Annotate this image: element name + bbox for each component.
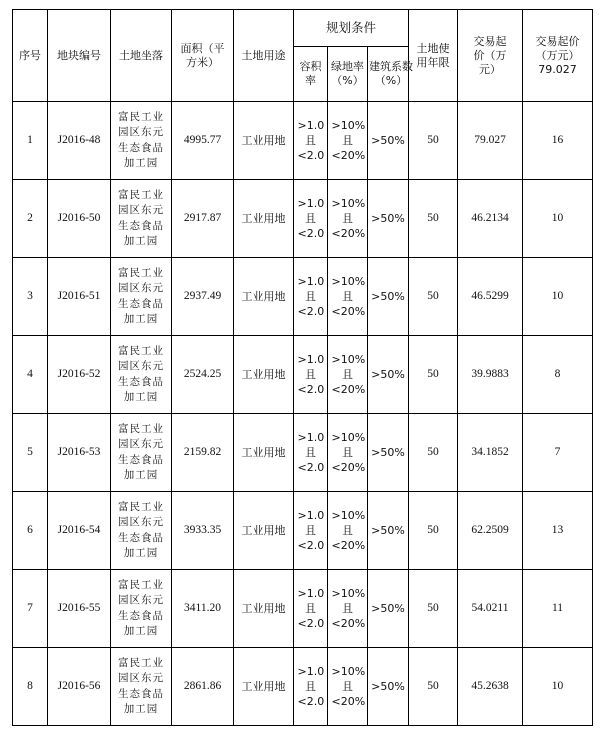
- cell-usage: 工业用地: [234, 648, 294, 726]
- cell-far-text: >1.0且<2.0: [297, 353, 325, 396]
- cell-area: 2861.86: [172, 648, 234, 726]
- cell-coverage: >50%: [368, 336, 409, 414]
- cell-green: [328, 336, 368, 414]
- cell-extra: 16: [523, 102, 593, 180]
- cell-extra: 10: [523, 258, 593, 336]
- cell-start-price: 39.9883: [458, 336, 523, 414]
- cell-usage: 工业用地: [234, 414, 294, 492]
- cell-location: [111, 570, 172, 648]
- cell-far-text: >1.0且<2.0: [297, 197, 325, 240]
- cell-start-price: 45.2638: [458, 648, 523, 726]
- cell-far: [294, 258, 328, 336]
- cell-green-text: >10%且<20%: [331, 197, 366, 240]
- cell-location-text: 富民工业园区东元生态食品加工园: [118, 422, 164, 481]
- cell-coverage: >50%: [368, 492, 409, 570]
- header-extra-text: 交易起价（万元）79.027: [535, 34, 580, 76]
- cell-far-text: >1.0且<2.0: [297, 587, 325, 630]
- cell-term: 50: [409, 414, 458, 492]
- cell-term: 50: [409, 492, 458, 570]
- cell-green: [328, 180, 368, 258]
- cell-green: [328, 648, 368, 726]
- cell-far-text: >1.0且<2.0: [297, 509, 325, 552]
- cell-coverage: >50%: [368, 258, 409, 336]
- cell-coverage: >50%: [368, 180, 409, 258]
- cell-green: [328, 102, 368, 180]
- cell-extra: 13: [523, 492, 593, 570]
- cell-usage: 工业用地: [234, 570, 294, 648]
- cell-seq: 5: [13, 414, 48, 492]
- header-term-text: 土地使用年限: [416, 41, 450, 69]
- cell-term: 50: [409, 570, 458, 648]
- header-coverage-text: 建筑系数（%）: [369, 60, 413, 87]
- cell-usage: 工业用地: [234, 102, 294, 180]
- cell-extra: 8: [523, 336, 593, 414]
- cell-plot-no: J2016-50: [48, 180, 111, 258]
- cell-area: 2937.49: [172, 258, 234, 336]
- cell-seq: 4: [13, 336, 48, 414]
- header-planning: 规划条件: [294, 10, 409, 47]
- cell-green-text: >10%且<20%: [331, 275, 366, 318]
- cell-location-text: 富民工业园区东元生态食品加工园: [118, 344, 164, 403]
- cell-seq: 2: [13, 180, 48, 258]
- cell-coverage: >50%: [368, 414, 409, 492]
- cell-far-text: >1.0且<2.0: [297, 431, 325, 474]
- header-coverage: [368, 47, 413, 102]
- cell-start-price: 54.0211: [458, 570, 523, 648]
- cell-far: [294, 180, 328, 258]
- cell-location-text: 富民工业园区东元生态食品加工园: [118, 110, 164, 169]
- table-row: [13, 180, 593, 258]
- cell-term: 50: [409, 102, 458, 180]
- cell-location-text: 富民工业园区东元生态食品加工园: [118, 578, 164, 637]
- cell-location: [111, 492, 172, 570]
- cell-green: [328, 492, 368, 570]
- header-far: [294, 47, 328, 102]
- cell-seq: 8: [13, 648, 48, 726]
- cell-usage: 工业用地: [234, 180, 294, 258]
- cell-green-text: >10%且<20%: [331, 509, 366, 552]
- cell-green: [328, 414, 368, 492]
- cell-plot-no: J2016-54: [48, 492, 111, 570]
- cell-location-text: 富民工业园区东元生态食品加工园: [118, 266, 164, 325]
- cell-location-text: 富民工业园区东元生态食品加工园: [118, 500, 164, 559]
- cell-term: 50: [409, 180, 458, 258]
- header-row-1: [13, 10, 593, 47]
- cell-start-price: 79.027: [458, 102, 523, 180]
- cell-far: [294, 102, 328, 180]
- table-row: [13, 102, 593, 180]
- table-row: [13, 570, 593, 648]
- cell-area: 2524.25: [172, 336, 234, 414]
- header-start-price-text: 交易起价（万元）: [473, 34, 507, 76]
- cell-location: [111, 336, 172, 414]
- header-seq: 序号: [13, 10, 48, 102]
- cell-location: [111, 648, 172, 726]
- cell-seq: 3: [13, 258, 48, 336]
- cell-seq: 1: [13, 102, 48, 180]
- cell-start-price: 62.2509: [458, 492, 523, 570]
- cell-location: [111, 258, 172, 336]
- cell-usage: 工业用地: [234, 492, 294, 570]
- cell-far: [294, 336, 328, 414]
- cell-coverage: >50%: [368, 648, 409, 726]
- cell-location: [111, 414, 172, 492]
- cell-green: [328, 258, 368, 336]
- cell-green-text: >10%且<20%: [331, 587, 366, 630]
- cell-area: 2159.82: [172, 414, 234, 492]
- cell-start-price: 46.2134: [458, 180, 523, 258]
- cell-term: 50: [409, 336, 458, 414]
- cell-green-text: >10%且<20%: [331, 119, 366, 162]
- header-far-text: 容积率: [299, 60, 322, 87]
- table-row: [13, 258, 593, 336]
- cell-term: 50: [409, 258, 458, 336]
- cell-area: 2917.87: [172, 180, 234, 258]
- header-green: [328, 47, 368, 102]
- cell-location: [111, 180, 172, 258]
- table-row: [13, 648, 593, 726]
- table-row: [13, 414, 593, 492]
- cell-green-text: >10%且<20%: [331, 665, 366, 708]
- table-row: [13, 336, 593, 414]
- cell-plot-no: J2016-52: [48, 336, 111, 414]
- cell-far-text: >1.0且<2.0: [297, 119, 325, 162]
- cell-location-text: 富民工业园区东元生态食品加工园: [118, 656, 164, 715]
- cell-plot-no: J2016-48: [48, 102, 111, 180]
- cell-coverage: >50%: [368, 102, 409, 180]
- cell-far-text: >1.0且<2.0: [297, 275, 325, 318]
- cell-far: [294, 648, 328, 726]
- header-area-text: 面积（平方米）: [180, 41, 225, 69]
- cell-location-text: 富民工业园区东元生态食品加工园: [118, 188, 164, 247]
- cell-plot-no: J2016-56: [48, 648, 111, 726]
- cell-extra: 10: [523, 180, 593, 258]
- cell-usage: 工业用地: [234, 336, 294, 414]
- header-term: [409, 10, 458, 102]
- cell-far: [294, 570, 328, 648]
- cell-plot-no: J2016-51: [48, 258, 111, 336]
- cell-seq: 6: [13, 492, 48, 570]
- header-area: [172, 10, 234, 102]
- cell-plot-no: J2016-53: [48, 414, 111, 492]
- cell-coverage: >50%: [368, 570, 409, 648]
- cell-start-price: 46.5299: [458, 258, 523, 336]
- cell-usage: 工业用地: [234, 258, 294, 336]
- cell-extra: 10: [523, 648, 593, 726]
- cell-green-text: >10%且<20%: [331, 353, 366, 396]
- cell-green-text: >10%且<20%: [331, 431, 366, 474]
- cell-area: 4995.77: [172, 102, 234, 180]
- cell-extra: 11: [523, 570, 593, 648]
- cell-area: 3933.35: [172, 492, 234, 570]
- cell-far: [294, 492, 328, 570]
- cell-plot-no: J2016-55: [48, 570, 111, 648]
- cell-area: 3411.20: [172, 570, 234, 648]
- header-location: 土地坐落: [111, 10, 172, 102]
- cell-location: [111, 102, 172, 180]
- header-start-price: [458, 10, 523, 102]
- header-usage: 土地用途: [234, 10, 294, 102]
- table-row: [13, 492, 593, 570]
- header-plot-no: 地块编号: [48, 10, 111, 102]
- cell-green: [328, 570, 368, 648]
- cell-far-text: >1.0且<2.0: [297, 665, 325, 708]
- cell-start-price: 34.1852: [458, 414, 523, 492]
- cell-far: [294, 414, 328, 492]
- header-green-text: 绿地率（%）: [331, 60, 364, 87]
- cell-seq: 7: [13, 570, 48, 648]
- cell-term: 50: [409, 648, 458, 726]
- header-extra: [523, 10, 593, 102]
- land-auction-table: [12, 9, 593, 726]
- cell-extra: 7: [523, 414, 593, 492]
